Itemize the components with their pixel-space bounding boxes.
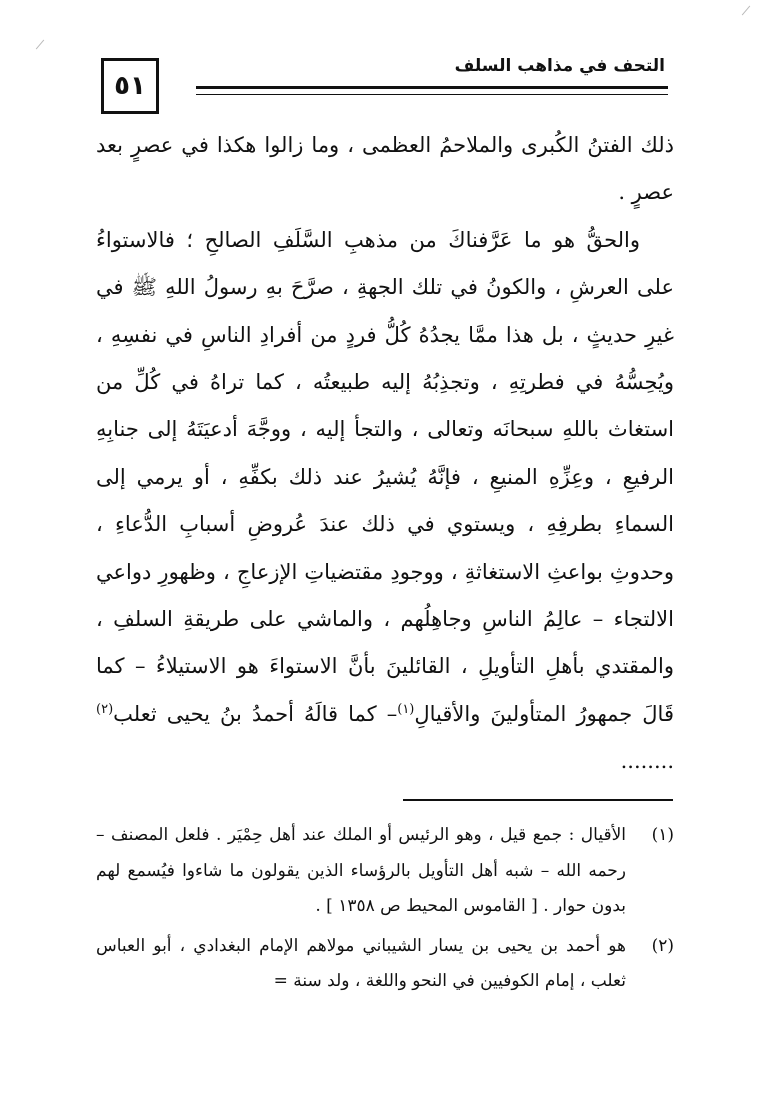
paragraph-2-ellipsis: ........ [620,749,674,774]
footnote-separator [403,799,673,801]
footnote-2-number: (٢) [651,935,674,956]
paragraph-1: ذلك الفتنُ الكُبرى والملاحمُ العظمى ، وما زالوا هكذا في عصرٍ بعد عصرٍ . [96,133,674,205]
footnote-2-text: هو أحمد بن يحيى بن يسار الشيباني مولاهم الإمام البغدادي ، أبو العباس ثعلب ، إمام الكوفيين في النحو واللغة ، ولد سنة = [96,935,626,991]
paragraph-2-text: والحقُّ هو ما عَرَّفناكَ من مذهبِ السَّلَفِ الصالحِ ؛ فالاستواءُ على العرشِ ، والكونُ في تلك الجهةِ ، صرَّحَ بهِ رسولُ اللهِ ﷺ في غيرِ حديثٍ ، بل هذا ممَّا يجدُهُ كُلُّ فردٍ من أفرادِ الناسِ في نفسِهِ ، ويُحِسُّهُ في فطرتِهِ ، وتجذِبُهُ إليه طبيعتُه ، كما تراهُ في كُلِّ من استغاث باللهِ سبحانَه وتعالى ، والتجأ إليه ، ووجَّهَ أدعيَتَهُ إلى جنابِهِ الرفيعِ ، وعِزِّهِ المنيعِ ، فإنَّهُ يُشيرُ عند ذلك بكفِّهِ ، أو يرمي إلى السماءِ بطرفِهِ ، ويستوي في ذلك عندَ عُروضِ أسبابِ الدُّعاءِ ، وحدوثِ بواعثِ الاستغاثةِ ، ووجودِ مقتضياتِ الإزعاجِ ، وظهورِ دواعي الالتجاء – عالِمُ الناسِ وجاهِلُهم ، والماشي على طريقةِ السلفِ ، والمقتدي بأهلِ التأويلِ ، القائلينَ بأنَّ الاستواءَ هو الاستيلاءُ – كما قَالَ جمهورُ المتأولينَ والأقيالِ [96,227,674,726]
footnotes [96,818,674,1004]
running-title: التحف في مذاهب السلف [454,56,665,76]
page-number-text: ٥١ [114,71,146,101]
scan-mark [742,6,750,16]
paragraph-2 [96,217,674,786]
footnote-ref-1[interactable]: (١) [397,701,415,717]
header-rule-thin [196,94,668,95]
page-number [101,58,159,114]
scan-mark [36,40,44,50]
footnote-1 [96,818,674,925]
footnote-1-number: (١) [651,825,674,845]
footnote-2 [96,929,674,1000]
main-text [96,122,674,786]
paragraph-2-tail: – كما قالَهُ أحمدُ بنُ يحيى ثعلب [113,701,398,726]
header-rule-thick [196,86,668,89]
footnote-1-text: الأقيال : جمع قيل ، وهو الرئيس أو الملك عند أهل حِمْيَر . فلعل المصنف – رحمه الله – شبه أهل التأويل بالرؤساء الذين يقولون ما شاءوا فيُسمع لهم بدون حوار . [ القاموس المحيط ص ١٣٥٨ ] . [96,825,626,916]
footnote-ref-2[interactable]: (٢) [96,701,114,717]
